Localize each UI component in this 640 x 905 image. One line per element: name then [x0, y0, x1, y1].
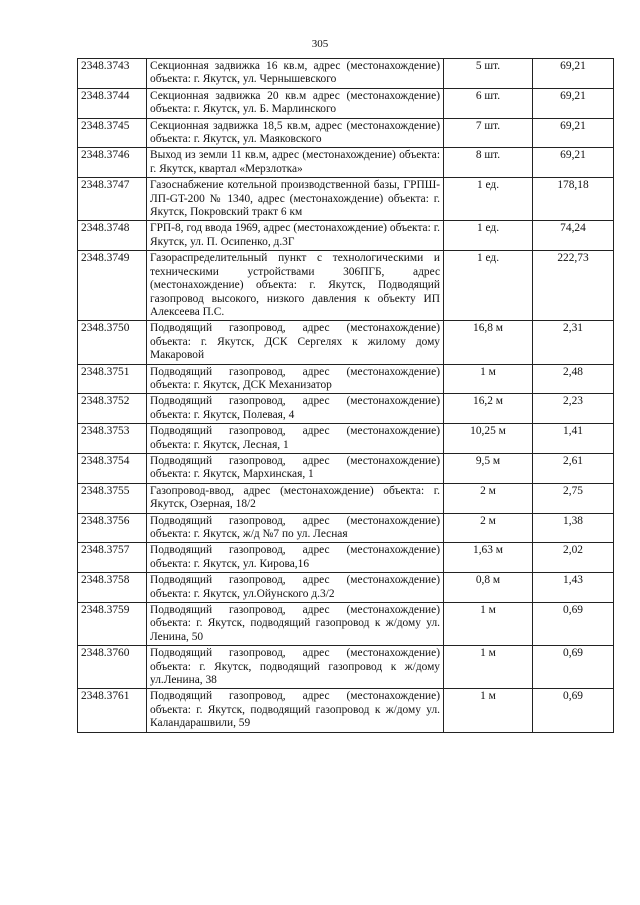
item-description-cell: Секционная задвижка 16 кв.м, адрес (местонахождение) объекта: г. Якутск, ул. Чернышевского	[147, 59, 444, 89]
item-quantity-cell: 10,25 м	[444, 424, 533, 454]
table-row	[78, 453, 614, 483]
table-row	[78, 364, 614, 394]
item-code-cell: 2348.3751	[78, 364, 147, 394]
item-value-cell: 69,21	[533, 118, 614, 148]
item-code-cell: 2348.3752	[78, 394, 147, 424]
item-description-cell: Подводящий газопровод, адрес (местонахождение) объекта: г. Якутск, подводящий газопровод к ж/дому ул. Ленина, 50	[147, 603, 444, 646]
item-quantity-cell: 8 шт.	[444, 148, 533, 178]
item-value-cell: 2,48	[533, 364, 614, 394]
item-description-cell: Подводящий газопровод, адрес (местонахождение) объекта: г. Якутск, подводящий газопровод к ж/дому ул. Каландарашвили, 59	[147, 689, 444, 732]
item-quantity-cell: 1 ед.	[444, 221, 533, 251]
table-row	[78, 513, 614, 543]
item-description-cell: Газоснабжение котельной производственной базы, ГРПШ-ЛП-GT-200 № 1340, адрес (местонахождение) объекта: г. Якутск, Покровский тракт 6 км	[147, 178, 444, 221]
item-quantity-cell: 2 м	[444, 513, 533, 543]
table-row	[78, 118, 614, 148]
item-description-cell: Секционная задвижка 20 кв.м адрес (местонахождение) объекта: г. Якутск, ул. Б. Марлинского	[147, 88, 444, 118]
item-quantity-cell: 16,2 м	[444, 394, 533, 424]
item-quantity-cell: 1,63 м	[444, 543, 533, 573]
table-row	[78, 689, 614, 732]
table-row	[78, 394, 614, 424]
item-code-cell: 2348.3748	[78, 221, 147, 251]
item-code-cell: 2348.3746	[78, 148, 147, 178]
item-value-cell: 178,18	[533, 178, 614, 221]
item-description-cell: Подводящий газопровод, адрес (местонахождение) объекта: г. Якутск, ДСК Механизатор	[147, 364, 444, 394]
item-description-cell: Секционная задвижка 18,5 кв.м, адрес (местонахождение) объекта: г. Якутск, ул. Маяковского	[147, 118, 444, 148]
item-quantity-cell: 7 шт.	[444, 118, 533, 148]
table-row	[78, 178, 614, 221]
item-value-cell: 69,21	[533, 59, 614, 89]
table-row	[78, 603, 614, 646]
item-code-cell: 2348.3750	[78, 321, 147, 364]
item-code-cell: 2348.3755	[78, 483, 147, 513]
item-description-cell: Подводящий газопровод, адрес (местонахождение) объекта: г. Якутск, Мархинская, 1	[147, 453, 444, 483]
item-value-cell: 2,61	[533, 453, 614, 483]
item-value-cell: 74,24	[533, 221, 614, 251]
item-code-cell: 2348.3758	[78, 573, 147, 603]
item-code-cell: 2348.3745	[78, 118, 147, 148]
table-row	[78, 251, 614, 321]
item-quantity-cell: 9,5 м	[444, 453, 533, 483]
table-row	[78, 88, 614, 118]
item-description-cell: ГРП-8, год ввода 1969, адрес (местонахождение) объекта: г. Якутск, ул. П. Осипенко, д.3Г	[147, 221, 444, 251]
item-value-cell: 0,69	[533, 603, 614, 646]
item-value-cell: 0,69	[533, 689, 614, 732]
item-quantity-cell: 1 ед.	[444, 178, 533, 221]
item-quantity-cell: 1 м	[444, 646, 533, 689]
item-description-cell: Подводящий газопровод, адрес (местонахождение) объекта: г. Якутск, подводящий газопровод к ж/дому ул.Ленина, 38	[147, 646, 444, 689]
item-value-cell: 1,41	[533, 424, 614, 454]
item-code-cell: 2348.3761	[78, 689, 147, 732]
item-code-cell: 2348.3749	[78, 251, 147, 321]
item-value-cell: 1,38	[533, 513, 614, 543]
table-row	[78, 573, 614, 603]
item-code-cell: 2348.3747	[78, 178, 147, 221]
item-value-cell: 2,02	[533, 543, 614, 573]
item-value-cell: 2,23	[533, 394, 614, 424]
table-row	[78, 148, 614, 178]
item-description-cell: Подводящий газопровод, адрес (местонахождение) объекта: г. Якутск, Полевая, 4	[147, 394, 444, 424]
item-quantity-cell: 2 м	[444, 483, 533, 513]
item-code-cell: 2348.3757	[78, 543, 147, 573]
table-row	[78, 543, 614, 573]
item-value-cell: 2,31	[533, 321, 614, 364]
item-value-cell: 69,21	[533, 88, 614, 118]
item-value-cell: 69,21	[533, 148, 614, 178]
item-quantity-cell: 0,8 м	[444, 573, 533, 603]
item-value-cell: 2,75	[533, 483, 614, 513]
item-code-cell: 2348.3754	[78, 453, 147, 483]
item-code-cell: 2348.3759	[78, 603, 147, 646]
item-quantity-cell: 6 шт.	[444, 88, 533, 118]
table-row	[78, 59, 614, 89]
table-row	[78, 424, 614, 454]
item-code-cell: 2348.3756	[78, 513, 147, 543]
page-number: 305	[311, 38, 329, 50]
item-description-cell: Подводящий газопровод, адрес (местонахождение) объекта: г. Якутск, ж/д №7 по ул. Лесная	[147, 513, 444, 543]
item-code-cell: 2348.3744	[78, 88, 147, 118]
item-code-cell: 2348.3743	[78, 59, 147, 89]
item-value-cell: 0,69	[533, 646, 614, 689]
item-quantity-cell: 16,8 м	[444, 321, 533, 364]
item-code-cell: 2348.3753	[78, 424, 147, 454]
item-description-cell: Газопровод-ввод, адрес (местонахождение) объекта: г. Якутск, Озерная, 18/2	[147, 483, 444, 513]
item-quantity-cell: 1 м	[444, 689, 533, 732]
item-code-cell: 2348.3760	[78, 646, 147, 689]
registry-table-body	[78, 59, 614, 733]
item-quantity-cell: 5 шт.	[444, 59, 533, 89]
item-description-cell: Подводящий газопровод, адрес (местонахождение) объекта: г. Якутск, ул. Кирова,16	[147, 543, 444, 573]
item-description-cell: Подводящий газопровод, адрес (местонахождение) объекта: г. Якутск, ДСК Сергелях к жилому дому Макаровой	[147, 321, 444, 364]
registry-table	[77, 58, 614, 733]
item-quantity-cell: 1 м	[444, 603, 533, 646]
item-value-cell: 222,73	[533, 251, 614, 321]
item-quantity-cell: 1 м	[444, 364, 533, 394]
item-description-cell: Подводящий газопровод, адрес (местонахождение) объекта: г. Якутск, Лесная, 1	[147, 424, 444, 454]
table-row	[78, 321, 614, 364]
item-value-cell: 1,43	[533, 573, 614, 603]
item-description-cell: Газораспределительный пункт с технологическими и техническими устройствами 306ПГБ, адрес (местонахождение) объекта: г. Якутск, Подводящий газопровод высокого, низкого давления к объекту ИП Алексеева П.С.	[147, 251, 444, 321]
item-description-cell: Выход из земли 11 кв.м, адрес (местонахождение) объекта: г. Якутск, квартал «Мерзлотка»	[147, 148, 444, 178]
item-quantity-cell: 1 ед.	[444, 251, 533, 321]
item-description-cell: Подводящий газопровод, адрес (местонахождение) объекта: г. Якутск, ул.Ойунского д.3/2	[147, 573, 444, 603]
table-row	[78, 221, 614, 251]
table-row	[78, 483, 614, 513]
table-row	[78, 646, 614, 689]
